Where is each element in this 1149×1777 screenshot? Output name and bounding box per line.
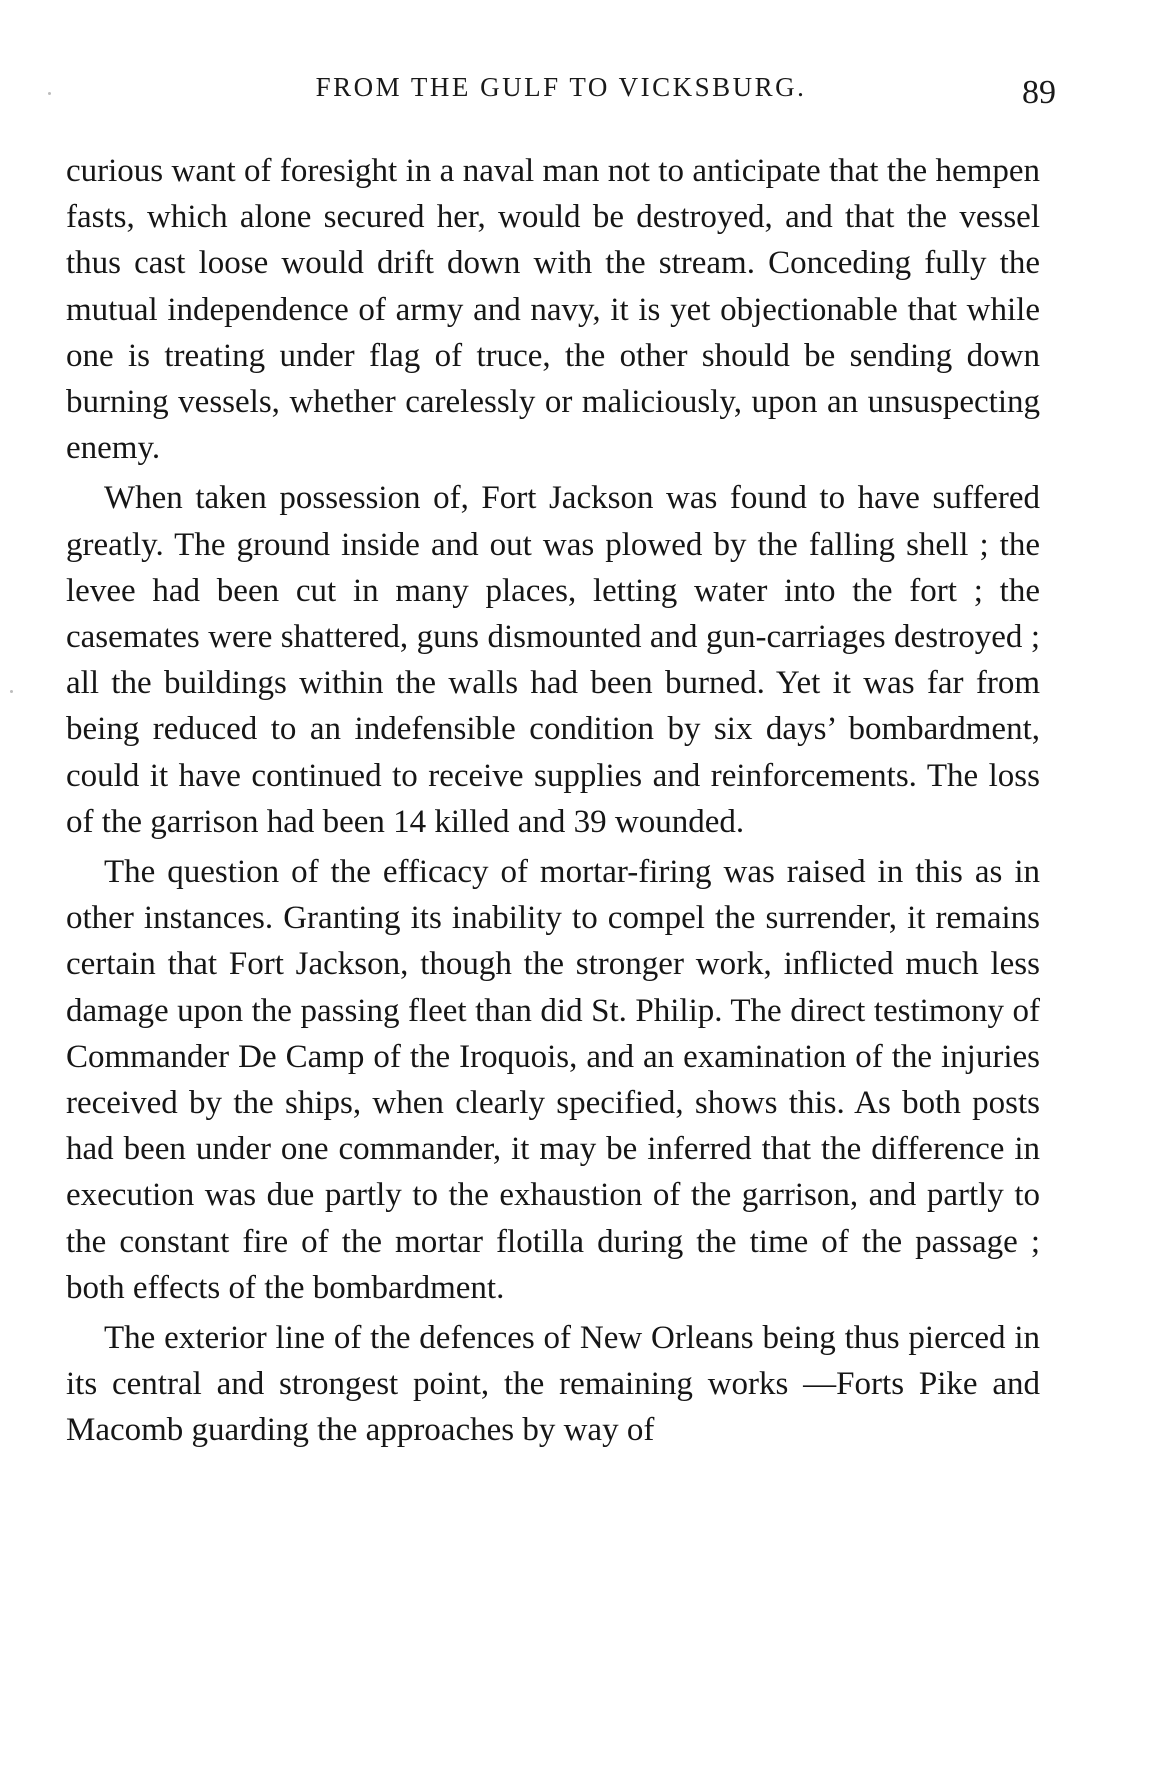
paragraph-2: When taken possession of, Fort Jackson was found to have suffered greatly. The ground inside and out was plowed by the falling shell ; the levee had been cut in many places, letting water into the fort ; the casemates were shattered, guns dismounted and gun-carriages destroyed ; all the buildings within the walls had been burned. Yet it was far from being reduced to an indefensible condition by six days’ bombardment, could it have continued to receive supplies and reinforcements. The loss of the garrison had been 14 killed and 39 wounded. [66,480,1040,840]
page-header [66,72,1056,112]
page-number: 89 [1022,74,1056,111]
body-text [66,148,1040,1454]
running-title: FROM THE GULF TO VICKSBURG. [315,72,807,102]
scan-speck [48,92,51,95]
paragraph-1: curious want of foresight in a naval man not to anticipate that the hempen fasts, which alone secured her, would be destroyed, and that the vessel thus cast loose would drift down with the stream. Conceding fully the mutual independence of army and navy, it is yet objectionable that while one is treating under flag of truce, the other should be sending down burning vessels, whether carelessly or maliciously, upon an unsuspecting enemy. [66,153,1040,467]
paragraph-4: The exterior line of the defences of New Orleans being thus pierced in its central and strongest point, the remaining works —Forts Pike and Macomb guarding the approaches by way of [66,1320,1040,1449]
paragraph-3: The question of the efficacy of mortar-firing was raised in this as in other instances. Granting its inability to compel the surrender, it remains certain that Fort Jackson, though the stronger work, inflicted much less damage upon the passing fleet than did St. Philip. The direct testimony of Commander De Camp of the Iroquois, and an examination of the injuries received by the ships, when clearly specified, shows this. As both posts had been under one commander, it may be inferred that the difference in execution was due partly to the exhaustion of the garrison, and partly to the constant fire of the mortar flotilla during the time of the passage ; both effects of the bombardment. [66,854,1040,1306]
scan-speck [10,690,13,693]
